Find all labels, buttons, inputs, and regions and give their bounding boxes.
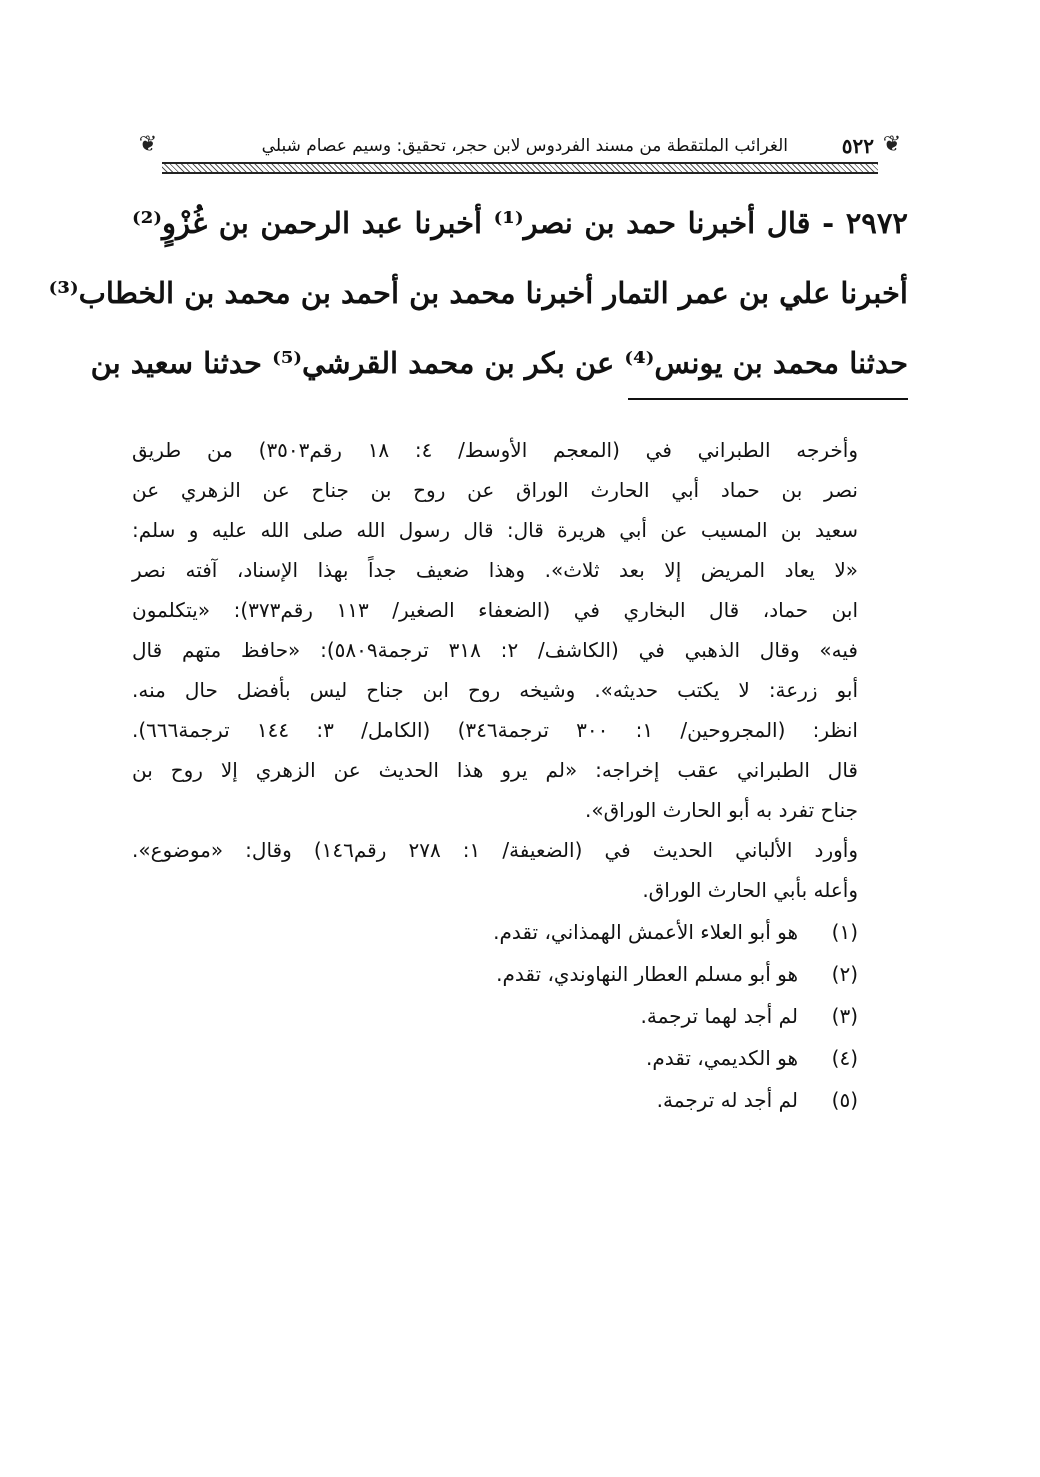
footnote-text: هو الكديمي، تقدم. — [646, 1046, 798, 1070]
hadith-line: حدثنا محمد بن يونس⁽⁴⁾ عن بكر بن محمد القرشي⁽⁵⁾ حدثنا سعيد بن — [90, 346, 908, 380]
footnote-text: هو أبو العلاء الأعمش الهمذاني، تقدم. — [493, 920, 798, 944]
note-line: نصر بن حماد أبي الحارث الوراق عن روح بن جناح عن الزهري عن — [132, 478, 858, 502]
footnote-item — [132, 912, 908, 952]
footnote-item — [132, 1080, 908, 1120]
running-title: الغرائب الملتقطة من مسند الفردوس لابن حجر، تحقيق: وسيم عصام شبلي — [261, 136, 788, 156]
note-line: فيه» وقال الذهبي في (الكاشف/ ٢: ٣١٨ ترجمة٥٨٠٩): «حافظ متهم قال — [132, 638, 858, 662]
footnote-item — [132, 1038, 908, 1078]
note-line: ابن حماد، قال البخاري في (الضعفاء الصغير/ ١١٣ رقم٣٧٣): «يتكلمون — [132, 598, 859, 622]
note-line: «لا يعاد المريض إلا بعد ثلاث». وهذا ضعيف جداً بهذا الإسناد، آفته نصر — [132, 558, 858, 582]
note-line: انظر: (المجروحين/ ١: ٣٠٠ ترجمة٣٤٦) (الكامل/ ٣: ١٤٤ ترجمة٦٦٦). — [132, 718, 858, 742]
ornament-icon: ❦ — [138, 132, 158, 157]
note-line: أبو زرعة: لا يكتب حديثه». وشيخه روح ابن جناح ليس بأفضل حال منه. — [132, 678, 858, 702]
note-line: وأعله بأبي الحارث الوراق. — [642, 878, 858, 902]
hadith-line: أخبرنا علي بن عمر التمار أخبرنا محمد بن أحمد بن محمد بن الخطاب⁽³⁾ — [48, 276, 908, 310]
hadith-line: ٢٩٧٢ - قال أخبرنا حمد بن نصر⁽¹⁾ أخبرنا عبد الرحمن بن غُزْوٍ⁽²⁾ — [132, 206, 909, 240]
footnotes-area — [132, 430, 908, 1120]
header-rule — [162, 162, 878, 174]
footnote-number: (٤) — [831, 1046, 858, 1070]
footnote-text: لم أجد له ترجمة. — [656, 1088, 798, 1112]
footnote-number: (١) — [831, 920, 858, 944]
ornament-icon: ❦ — [882, 132, 902, 157]
page-number: ٥٢٢ — [841, 134, 874, 158]
note-line: وأخرجه الطبراني في (المعجم الأوسط/ ٤: ١٨ رقم٣٥٠٣) من طريق — [132, 438, 858, 462]
footnote-item — [132, 996, 908, 1036]
running-header — [132, 128, 908, 172]
footnote-separator — [628, 398, 908, 400]
footnote-number: (٥) — [831, 1088, 858, 1112]
note-line: قال الطبراني عقب إخراجه: «لم يرو هذا الحديث عن الزهري إلا روح بن — [132, 758, 858, 782]
note-line: جناح تفرد به أبو الحارث الوراق». — [584, 798, 858, 822]
note-line: وأورد الألباني الحديث في (الضعيفة/ ١: ٢٧٨ رقم١٤٦) وقال: «موضوع». — [132, 838, 858, 862]
note-line: سعيد بن المسيب عن أبي هريرة قال: قال رسول الله صلى الله عليه و سلم: — [132, 518, 858, 542]
footnote-number: (٣) — [831, 1004, 858, 1028]
footnote-item — [132, 954, 908, 994]
footnote-number: (٢) — [831, 962, 858, 986]
footnote-text: لم أجد لهما ترجمة. — [640, 1004, 798, 1028]
footnote-text: هو أبو مسلم العطار النهاوندي، تقدم. — [496, 962, 798, 986]
hadith-text — [48, 188, 909, 398]
